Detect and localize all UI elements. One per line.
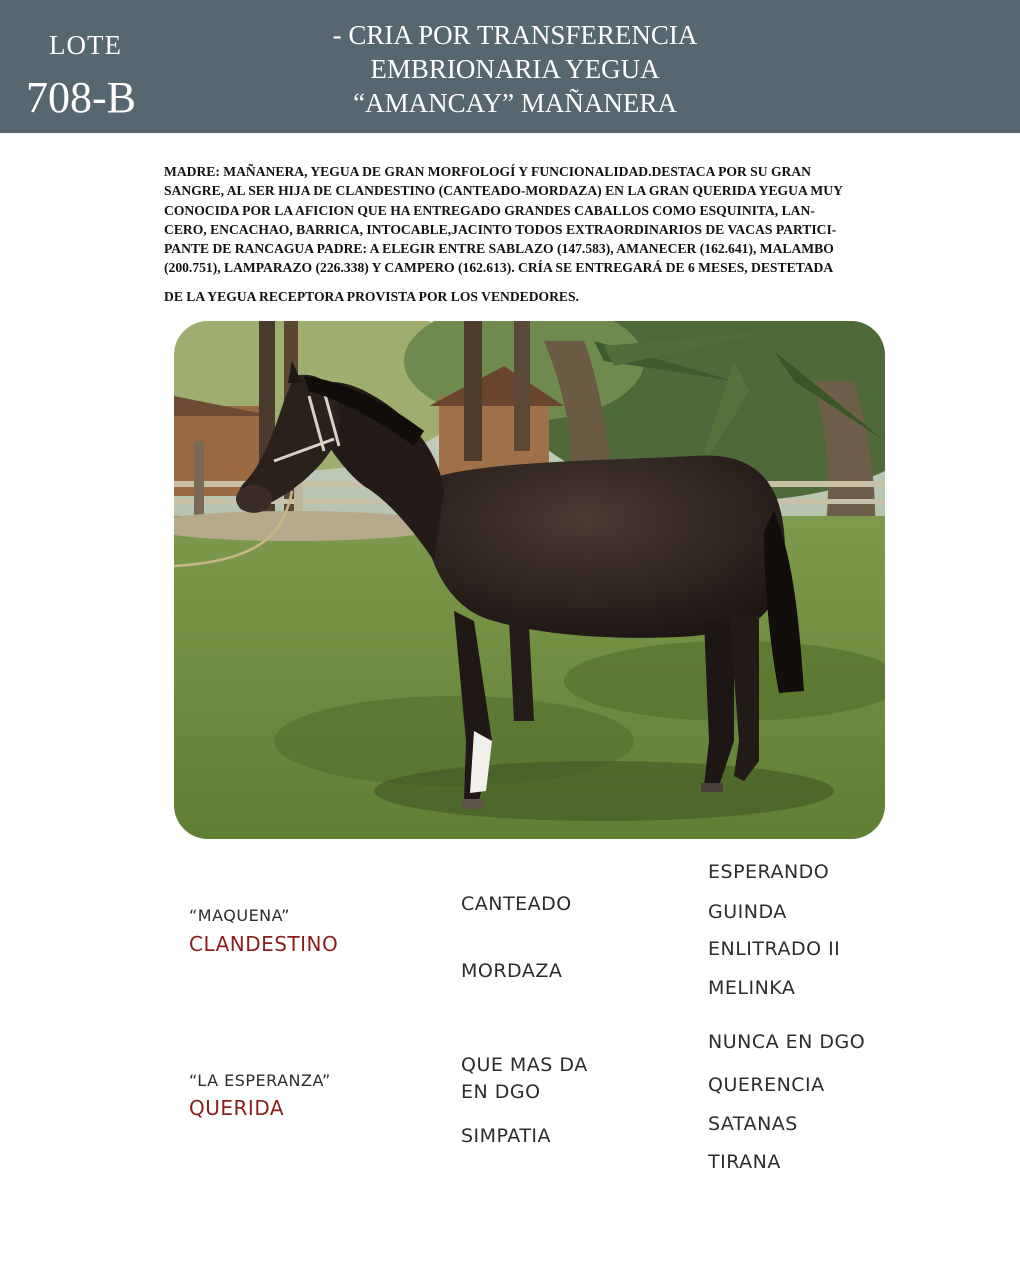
dam-sire-dam-name: QUERENCIA [708, 1074, 825, 1096]
sire-name: CLANDESTINO [189, 932, 339, 956]
dam-sire-name [461, 1052, 588, 1106]
lot-title-line: - CRIA POR TRANSFERENCIA [332, 20, 698, 50]
sire-sire-sire-name: ESPERANDO [708, 861, 830, 883]
dam-nickname: “LA ESPERANZA” [189, 1071, 331, 1090]
description-line: (200.751), LAMPARAZO (226.338) Y CAMPERO (162.613). CRÍA SE ENTREGARÁ DE 6 MESES, DESTETADA [164, 260, 834, 276]
description-line: CERO, ENCACHAO, BARRICA, INTOCABLE,JACINTO TODOS EXTRAORDINARIOS DE VACAS PARTICI- [164, 221, 837, 237]
lot-description [164, 162, 934, 306]
lot-header [0, 0, 1020, 133]
lot-title [300, 18, 730, 120]
sire-dam-name: MORDAZA [461, 960, 563, 982]
horse-photo [174, 321, 885, 839]
lot-title-line: “AMANCAY” MAÑANERA [353, 88, 677, 118]
dam-dam-sire-name: SATANAS [708, 1113, 798, 1135]
sire-sire-name: CANTEADO [461, 893, 572, 915]
description-line: MADRE: MAÑANERA, YEGUA DE GRAN MORFOLOGÍ Y FUNCIONALIDAD.DESTACA POR SU GRAN [164, 164, 811, 179]
lot-title-line: EMBRIONARIA YEGUA [370, 54, 660, 84]
dam-sire-name-line: QUE MAS DA [461, 1054, 588, 1076]
lot-label: LOTE [49, 30, 122, 60]
lot-number: 708-B [26, 73, 136, 122]
dam-sire-name-line: EN DGO [461, 1081, 541, 1103]
description-line: CONOCIDA POR LA AFICION QUE HA ENTREGADO GRANDES CABALLOS COMO ESQUINITA, LAN- [164, 202, 815, 218]
dam-dam-name: SIMPATIA [461, 1125, 552, 1147]
dam-sire-sire-name: NUNCA EN DGO [708, 1031, 866, 1053]
description-line: PANTE DE RANCAGUA PADRE: A ELEGIR ENTRE SABLAZO (147.583), AMANECER (162.641), MALAMBO [164, 241, 834, 257]
sire-dam-sire-name: ENLITRADO II [708, 938, 841, 960]
dam-name: QUERIDA [189, 1096, 285, 1120]
dam-dam-dam-name: TIRANA [708, 1151, 781, 1173]
sire-nickname: “MAQUENA” [189, 906, 290, 925]
description-line: SANGRE, AL SER HIJA DE CLANDESTINO (CANTEADO-MORDAZA) EN LA GRAN QUERIDA YEGUA MUY [164, 183, 843, 199]
sire-dam-dam-name: MELINKA [708, 977, 796, 999]
horse-photo-image [174, 321, 885, 839]
description-line: DE LA YEGUA RECEPTORA PROVISTA POR LOS VENDEDORES. [164, 288, 579, 304]
sire-sire-dam-name: GUINDA [708, 901, 787, 923]
